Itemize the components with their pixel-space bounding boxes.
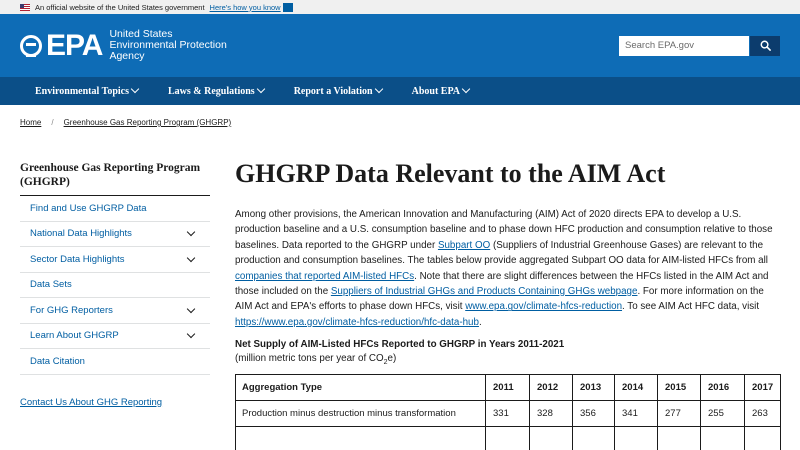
sidebar-item-label: Find and Use GHGRP Data [30,202,147,214]
sidebar-item-data-citation[interactable] [20,349,210,375]
logo-line-1: United States [109,28,173,40]
intro-text: Among other provisions, the American Innovation and Manufacturing (AIM) Act of 2020 directs EPA to develop a U.S. production baseline and a U.S. consumption baseline and to phase down HFC production and consumption relative to those baselines. Data reported to the GHGRP under [235,209,773,251]
sidebar-item-learn-about[interactable] [20,324,210,350]
table-cell [486,427,530,450]
table-cell [658,427,701,450]
units-subscript: 2 [383,359,388,367]
nav-label: Environmental Topics [35,85,130,97]
nav-report-violation[interactable] [294,86,382,97]
column-header: 2015 [658,375,701,401]
units-text: e) [387,353,397,365]
table-row [236,427,781,450]
sidebar-item-label: Learn About GHGRP [30,330,119,342]
contact-us-link[interactable]: Contact Us About GHG Reporting [20,396,163,408]
table-cell: 341 [615,401,658,427]
column-header: 2014 [615,375,658,401]
nav-label: Laws & Regulations [168,85,255,97]
units-text: (million metric tons per year of CO [235,353,384,365]
intro-text: . To see AIM Act HFC data, visit [622,301,760,313]
table-cell: 255 [701,401,745,427]
column-header: 2013 [573,375,615,401]
nav-laws-regulations[interactable] [168,86,264,97]
chevron-down-icon[interactable] [187,330,195,338]
chevron-down-icon [131,85,139,93]
chevron-down-icon[interactable] [187,305,195,313]
table-row [236,401,781,427]
sidebar-item-find-use-data[interactable] [20,196,210,222]
table-units [235,353,800,366]
table-heading: Net Supply of AIM-Listed HFCs Reported to GHGRP in Years 2011-2021 [235,339,565,351]
breadcrumb-ghgrp[interactable]: Greenhouse Gas Reporting Program (GHGRP) [63,118,232,127]
table-cell: 328 [530,401,573,427]
expand-toggle-icon[interactable] [283,3,293,12]
us-flag-icon [20,4,30,11]
chevron-down-icon[interactable] [187,228,195,236]
search-icon [760,40,771,51]
sidebar-item-label: Data Sets [30,279,72,291]
search-input[interactable] [619,36,749,56]
logo-agency-name [109,29,226,62]
column-header: 2016 [701,375,745,401]
logo-wordmark: EPA [46,28,103,62]
sidebar-item-data-sets[interactable] [20,273,210,299]
sidebar-item-label: National Data Highlights [30,228,132,240]
hfc-reduction-link[interactable]: www.epa.gov/climate-hfcs-reduction [465,301,623,313]
table-header-row [236,375,781,401]
table-cell [573,427,615,450]
sidebar-item-label: For GHG Reporters [30,304,113,316]
breadcrumb-home[interactable]: Home [20,118,42,127]
column-header: 2011 [486,375,530,401]
chevron-down-icon [374,85,382,93]
table-cell: 356 [573,401,615,427]
sidebar-item-label: Data Citation [30,355,85,367]
table-cell: 331 [486,401,530,427]
table-cell [701,427,745,450]
table-cell [530,427,573,450]
column-header: 2017 [745,375,781,401]
intro-text: . For more information on the AIM Act and EPA's efforts to phase down HFCs, visit [235,286,764,313]
intro-paragraph [235,207,780,330]
intro-text: . Note that there are slight differences between the HFCs listed in the AIM Act and those included on the [235,270,769,298]
nav-environmental-topics[interactable] [35,86,138,97]
breadcrumb-separator: / [51,118,54,127]
sidebar-title[interactable]: Greenhouse Gas Reporting Program (GHGRP) [20,161,210,196]
hfc-data-hub-link[interactable]: https://www.epa.gov/climate-hfcs-reduction/hfc-data-hub [235,316,479,328]
epa-flower-icon [20,35,42,57]
main-nav [0,77,800,105]
page-title: GHGRP Data Relevant to the AIM Act [235,159,666,188]
sidebar-item-label: Sector Data Highlights [30,253,125,265]
search-button[interactable] [750,36,780,56]
chevron-down-icon [462,85,470,93]
nav-about-epa[interactable] [412,86,469,97]
table-cell [236,427,486,450]
sidebar-item-sector-data[interactable] [20,247,210,273]
main-content [235,158,800,450]
subpart-oo-link[interactable]: Subpart OO [437,239,491,251]
table-cell: 277 [658,401,701,427]
chevron-down-icon [256,85,264,93]
logo-line-2: Environmental Protection [109,39,227,51]
column-header: 2012 [530,375,573,401]
chevron-down-icon[interactable] [187,254,195,262]
sidebar [20,161,210,408]
site-header [0,14,800,77]
intro-text: . [478,316,482,328]
nav-label: About EPA [411,85,461,97]
intro-text: (Suppliers of Industrial Greenhouse Gases) are relevant to the production and consumption baselines. The tables below provide aggregated Subpart OO data for AIM-listed HFCs from all [235,239,768,267]
suppliers-webpage-link[interactable]: Suppliers of Industrial GHGs and Products Containing GHGs webpage [330,286,638,298]
official-banner [0,0,800,14]
search-form [619,36,780,56]
companies-reported-link[interactable]: companies that reported AIM-listed HFCs [235,270,415,282]
net-supply-table [235,374,781,450]
heres-how-you-know-link[interactable]: Here's how you know [209,2,281,12]
official-text: An official website of the United States government [35,2,205,12]
table-cell [745,427,781,450]
table-cell: 263 [745,401,781,427]
sidebar-item-national-data[interactable] [20,222,210,248]
sidebar-item-ghg-reporters[interactable] [20,298,210,324]
logo-line-3: Agency [109,50,145,62]
table-cell: Production minus destruction minus transformation [236,401,486,427]
table-cell [615,427,658,450]
nav-label: Report a Violation [293,85,373,97]
breadcrumb [20,118,231,127]
epa-logo[interactable] [20,29,227,62]
column-header: Aggregation Type [236,375,486,401]
